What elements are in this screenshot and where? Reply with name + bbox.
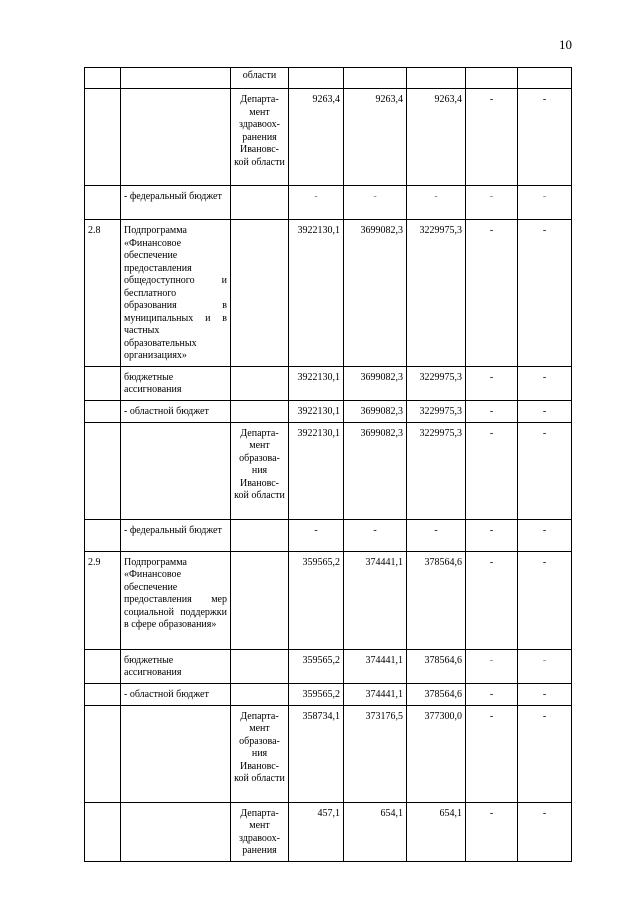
value-cell: - bbox=[407, 519, 466, 551]
table-row bbox=[85, 422, 572, 519]
value-cell: 378564,6 bbox=[407, 551, 466, 649]
extra-value-cell: - bbox=[466, 186, 518, 220]
value-cell: 457,1 bbox=[289, 802, 344, 861]
executor-cell bbox=[231, 683, 289, 705]
value-cell: 9263,4 bbox=[407, 89, 466, 186]
row-number-cell: 2.9 bbox=[85, 551, 121, 649]
value-cell: - bbox=[344, 519, 407, 551]
executor-cell bbox=[231, 519, 289, 551]
extra-value-cell: - bbox=[518, 366, 572, 400]
executor-cell: Департа-мент образова-ния Ивановс-кой области bbox=[231, 705, 289, 802]
value-cell: - bbox=[289, 519, 344, 551]
value-cell: 378564,6 bbox=[407, 683, 466, 705]
table-row bbox=[85, 705, 572, 802]
value-cell: 3699082,3 bbox=[344, 220, 407, 367]
executor-cell: области bbox=[231, 68, 289, 89]
extra-value-cell: - bbox=[518, 683, 572, 705]
value-cell: 9263,4 bbox=[344, 89, 407, 186]
executor-cell bbox=[231, 220, 289, 367]
value-cell: 3699082,3 bbox=[344, 366, 407, 400]
table-row bbox=[85, 220, 572, 367]
table-row bbox=[85, 802, 572, 861]
extra-value-cell: - bbox=[518, 551, 572, 649]
row-number-cell bbox=[85, 649, 121, 683]
extra-value-cell: - bbox=[518, 519, 572, 551]
value-cell bbox=[289, 68, 344, 89]
row-name-cell: - федеральный бюджет bbox=[121, 519, 231, 551]
value-cell: 358734,1 bbox=[289, 705, 344, 802]
table-row bbox=[85, 683, 572, 705]
extra-value-cell: - bbox=[518, 89, 572, 186]
table-row bbox=[85, 519, 572, 551]
row-number-cell bbox=[85, 68, 121, 89]
row-name-cell bbox=[121, 802, 231, 861]
value-cell: 374441,1 bbox=[344, 551, 407, 649]
value-cell: - bbox=[407, 186, 466, 220]
value-cell bbox=[407, 68, 466, 89]
value-cell: 3922130,1 bbox=[289, 400, 344, 422]
value-cell: 359565,2 bbox=[289, 551, 344, 649]
executor-cell: Департа-мент здравоох-ранения bbox=[231, 802, 289, 861]
extra-value-cell: - bbox=[466, 400, 518, 422]
extra-value-cell: - bbox=[518, 220, 572, 367]
extra-value-cell: - bbox=[466, 705, 518, 802]
value-cell: 3699082,3 bbox=[344, 422, 407, 519]
extra-value-cell: - bbox=[518, 705, 572, 802]
row-name-cell: Подпрограмма «Финансовое обеспечение предоставления общедоступного и бесплатного образования в муниципальных и в частных образовательных организациях» bbox=[121, 220, 231, 367]
row-number-cell bbox=[85, 705, 121, 802]
row-number-cell bbox=[85, 802, 121, 861]
extra-value-cell: - bbox=[466, 802, 518, 861]
extra-value-cell: - bbox=[518, 186, 572, 220]
row-number-cell bbox=[85, 400, 121, 422]
row-name-cell bbox=[121, 705, 231, 802]
value-cell: 3229975,3 bbox=[407, 422, 466, 519]
table-row bbox=[85, 400, 572, 422]
row-number-cell bbox=[85, 422, 121, 519]
extra-value-cell: - bbox=[466, 366, 518, 400]
row-name-cell: - федеральный бюджет bbox=[121, 186, 231, 220]
extra-value-cell bbox=[466, 68, 518, 89]
extra-value-cell bbox=[518, 68, 572, 89]
budget-table bbox=[84, 67, 572, 862]
extra-value-cell: - bbox=[466, 220, 518, 367]
table-row bbox=[85, 68, 572, 89]
value-cell: 3229975,3 bbox=[407, 366, 466, 400]
value-cell: 3229975,3 bbox=[407, 220, 466, 367]
value-cell: 3922130,1 bbox=[289, 220, 344, 367]
table-row bbox=[85, 551, 572, 649]
value-cell: 374441,1 bbox=[344, 649, 407, 683]
row-number-cell bbox=[85, 683, 121, 705]
table-row bbox=[85, 186, 572, 220]
row-number-cell bbox=[85, 186, 121, 220]
value-cell: 378564,6 bbox=[407, 649, 466, 683]
row-name-cell bbox=[121, 68, 231, 89]
table-row bbox=[85, 649, 572, 683]
value-cell: 3229975,3 bbox=[407, 400, 466, 422]
value-cell: 654,1 bbox=[407, 802, 466, 861]
extra-value-cell: - bbox=[466, 683, 518, 705]
value-cell: - bbox=[344, 186, 407, 220]
value-cell: 3922130,1 bbox=[289, 422, 344, 519]
value-cell: 359565,2 bbox=[289, 683, 344, 705]
row-name-cell: бюджетные ассигнования bbox=[121, 649, 231, 683]
extra-value-cell: - bbox=[466, 422, 518, 519]
row-name-cell: бюджетные ассигнования bbox=[121, 366, 231, 400]
value-cell: 9263,4 bbox=[289, 89, 344, 186]
extra-value-cell: - bbox=[466, 89, 518, 186]
value-cell: - bbox=[289, 186, 344, 220]
extra-value-cell: - bbox=[518, 649, 572, 683]
extra-value-cell: - bbox=[518, 802, 572, 861]
table-row bbox=[85, 366, 572, 400]
extra-value-cell: - bbox=[466, 519, 518, 551]
value-cell: 359565,2 bbox=[289, 649, 344, 683]
extra-value-cell: - bbox=[466, 551, 518, 649]
value-cell: 654,1 bbox=[344, 802, 407, 861]
executor-cell bbox=[231, 186, 289, 220]
executor-cell: Департа-мент образова-ния Ивановс-кой области bbox=[231, 422, 289, 519]
value-cell: 374441,1 bbox=[344, 683, 407, 705]
executor-cell: Департа-мент здравоох-ранения Ивановс-кой области bbox=[231, 89, 289, 186]
row-number-cell bbox=[85, 519, 121, 551]
row-name-cell bbox=[121, 89, 231, 186]
value-cell: 373176,5 bbox=[344, 705, 407, 802]
executor-cell bbox=[231, 366, 289, 400]
row-number-cell bbox=[85, 89, 121, 186]
row-name-cell bbox=[121, 422, 231, 519]
row-number-cell: 2.8 bbox=[85, 220, 121, 367]
page-number: 10 bbox=[559, 37, 572, 52]
value-cell: 3922130,1 bbox=[289, 366, 344, 400]
value-cell: 3699082,3 bbox=[344, 400, 407, 422]
value-cell: 377300,0 bbox=[407, 705, 466, 802]
executor-cell bbox=[231, 551, 289, 649]
executor-cell bbox=[231, 649, 289, 683]
extra-value-cell: - bbox=[518, 400, 572, 422]
extra-value-cell: - bbox=[466, 649, 518, 683]
row-name-cell: - областной бюджет bbox=[121, 683, 231, 705]
executor-cell bbox=[231, 400, 289, 422]
row-name-cell: - областной бюджет bbox=[121, 400, 231, 422]
row-number-cell bbox=[85, 366, 121, 400]
table-row bbox=[85, 89, 572, 186]
value-cell bbox=[344, 68, 407, 89]
extra-value-cell: - bbox=[518, 422, 572, 519]
row-name-cell: Подпрограмма «Финансовое обеспечение предоставления мер социальной поддержки в сфере образования» bbox=[121, 551, 231, 649]
